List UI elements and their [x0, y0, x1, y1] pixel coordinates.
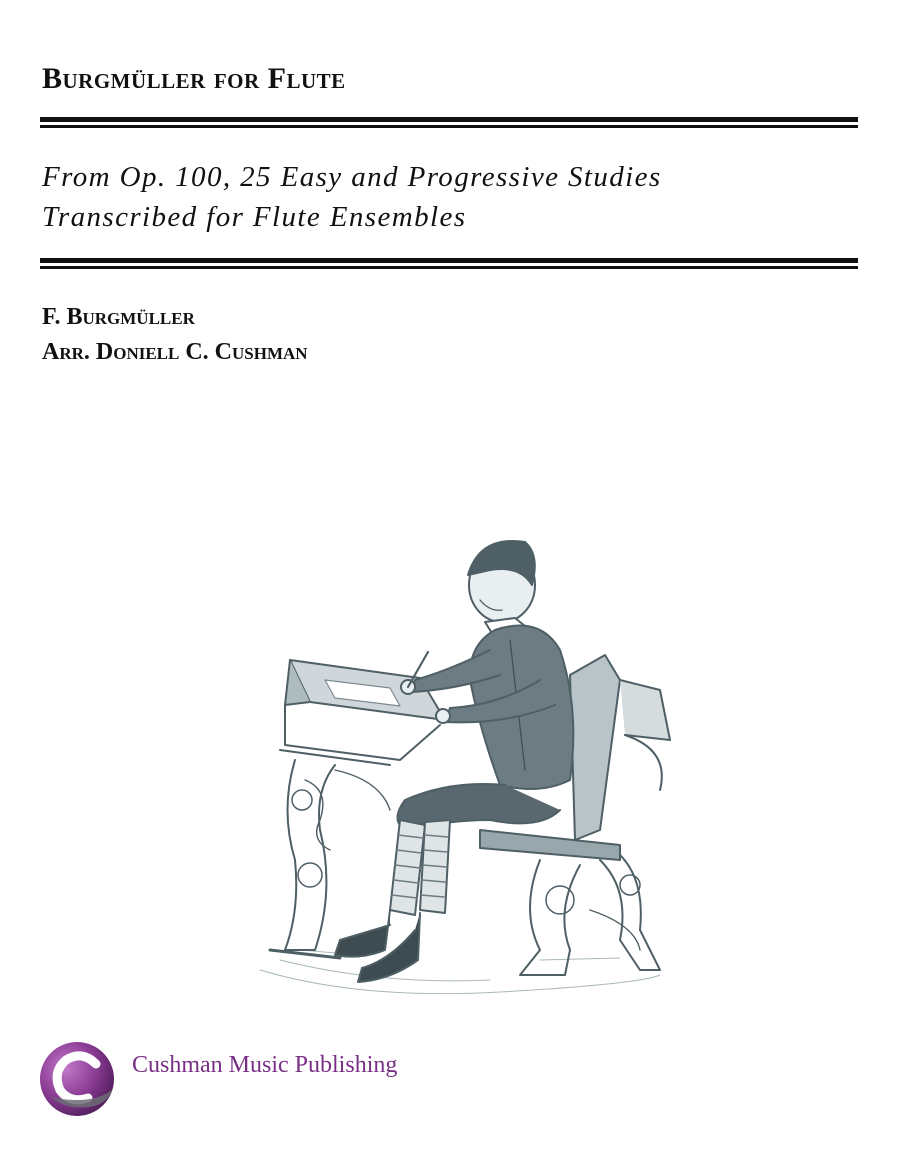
page-title: Burgmüller for Flute: [42, 62, 346, 95]
subtitle-line-2: Transcribed for Flute Ensembles: [42, 201, 467, 233]
composer-credit: F. Burgmüller: [42, 304, 195, 330]
cushman-c-logo-icon: [38, 1040, 116, 1118]
bottom-double-rule: [40, 258, 858, 270]
publisher-name: Cushman Music Publishing: [132, 1052, 398, 1078]
subtitle-line-1: From Op. 100, 25 Easy and Progressive Studies: [42, 161, 662, 193]
top-double-rule: [40, 117, 858, 129]
boy-at-desk-illustration: [240, 530, 680, 1005]
arranger-credit: Arr. Doniell C. Cushman: [42, 339, 308, 365]
